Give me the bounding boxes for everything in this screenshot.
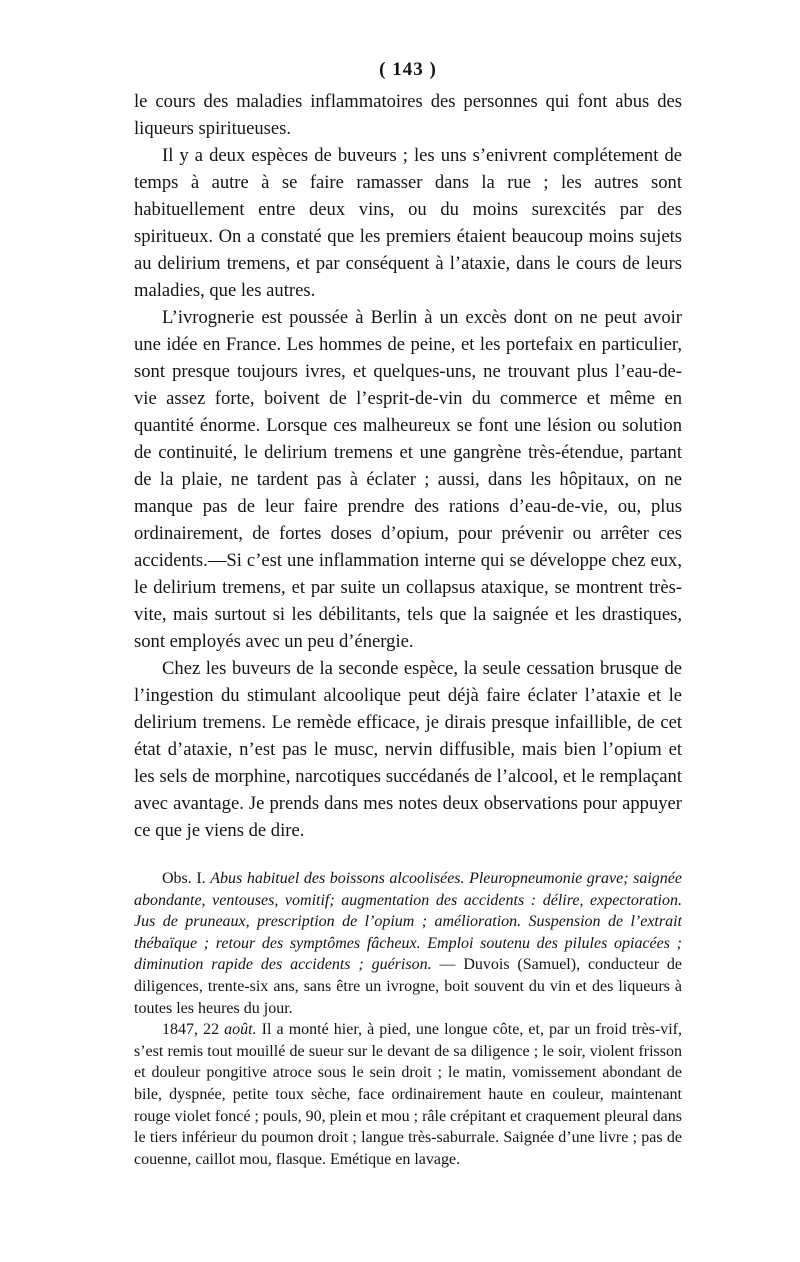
paragraph-two-kinds-of-drinkers: Il y a deux espèces de buveurs ; les uns s’enivrent complétement de temps à autre à se faire ramasser dans la rue ; les autres sont habituellement entre deux vins, ou du moins surexcités par des spiritueux. On a constaté que les premiers étaient beaucoup moins sujets au delirium tremens, et par conséquent à l’ataxie, dans le cours de leurs maladies, que les autres. xyxy=(134,145,682,301)
observation-patient: — Duvois (Samuel), conducteur de diligences, trente-six ans, sans être un ivrogne, boit souvent du vin et des liqueurs à toutes les heures du jour. xyxy=(134,956,682,1017)
observation-intro xyxy=(134,868,682,1019)
paragraph-drunkenness-in-berlin: L’ivrognerie est poussée à Berlin à un excès dont on ne peut avoir une idée en France. Les hommes de peine, et les portefaix en particulier, sont presque toujours ivres, et quelques-uns, ne trouvant plus l’eau-de-vie assez forte, boivent de l’esprit-de-vin du commerce et même en quantité énorme. Lorsque ces malheureux se font une lésion ou solution de continuité, le delirium tremens et une gangrène très-étendue, partant de la plaie, ne tardent pas à éclater ; aussi, dans les hôpitaux, on ne manque pas de leur faire prendre des rations d’eau-de-vie, ou, plus ordinairement, de fortes doses d’opium, pour prévenir ou arrêter ces accidents.—Si c’est une inflammation interne qui se développe chez eux, le delirium tremens, et par suite un collapsus ataxique, se montrent très-vite, mais surtout si les débilitants, tels que la saignée et les drastiques, sont employés avec un peu d’énergie. xyxy=(134,307,682,652)
observation-label: Obs. I. xyxy=(162,870,206,887)
observation-entry-text: Il a monté hier, à pied, une longue côte, et, par un froid très-vif, s’est remis tout mouillé de sueur sur le devant de sa diligence ; le soir, violent frisson et douleur pongitive atroce sous le sein droit ; le matin, vomissement abondant de bile, dyspnée, petite toux sèche, face ordinairement haute en couleur, maintenant rouge violet foncé ; pouls, 90, plein et mou ; râle crépitant et craquement pleural dans le tiers inférieur du poumon droit ; langue très-saburrale. Saignée d’une livre ; pas de couenne, caillot mou, flasque. Emétique en lavage. xyxy=(134,1021,683,1168)
main-text xyxy=(134,88,682,844)
observation-date-year: 1847, 22 xyxy=(162,1021,225,1039)
paragraph-continuation: le cours des maladies inflammatoires des personnes qui font abus des liqueurs spiritueuses. xyxy=(134,91,682,139)
paragraph-second-kind-of-drinkers: Chez les buveurs de la seconde espèce, la seule cessation brusque de l’ingestion du stimulant alcoolique peut déjà faire éclater l’ataxie et le delirium tremens. Le remède efficace, je dirais presque infaillible, de cet état d’ataxie, n’est pas le musc, nervin diffusible, mais bien l’opium et les sels de morphine, narcotiques succédanés de l’alcool, et le remplaçant avec avantage. Je prends dans mes notes deux observations pour appuyer ce que je viens de dire. xyxy=(134,658,682,841)
observation-section xyxy=(134,868,682,1170)
observation-date-month: août. xyxy=(224,1021,257,1039)
book-page xyxy=(134,58,682,1170)
observation-entry xyxy=(134,1019,682,1170)
observation-summary: Abus habituel des boissons alcoolisées. Pleuropneumonie grave; saignée abondante, ventouses, vomitif; augmentation des accidents : délire, expectoration. Jus de pruneaux, prescription de l’opium ; amélioration. Suspension de l’extrait thébaïque ; retour des symptômes fâcheux. Emploi soutenu des pilules opiacées ; diminution rapide des accidents ; guérison. xyxy=(134,870,683,974)
page-number: ( 143 ) xyxy=(379,59,437,80)
